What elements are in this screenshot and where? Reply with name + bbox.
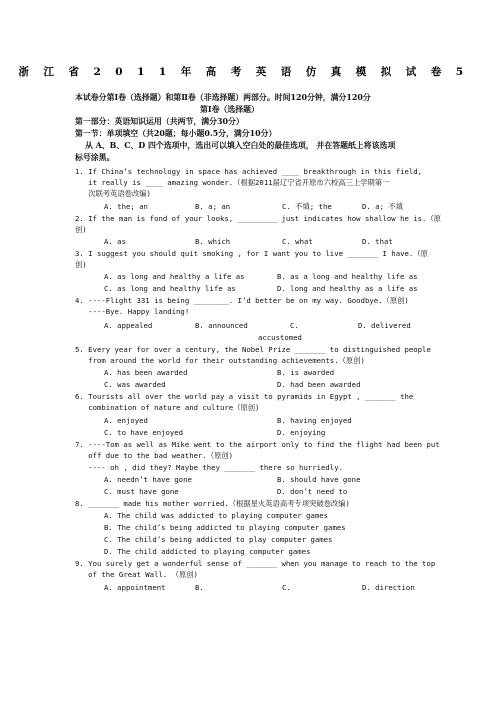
option-c: C. 不填; the [282,202,332,211]
option-b: B. The child’s being addicted to playing computer games [104,523,346,532]
option-c: C. The child’s being addicted to play computer games [104,535,333,544]
option-c: C. [290,321,299,330]
question-line: 3. I suggest you should quit smoking , for I want you to live _______ I have.（原 [75,249,428,258]
option-b: B. which [195,237,231,246]
question-line: ----Bye. Happy landing! [75,307,190,316]
option-a: A. the; an [104,202,148,211]
question-line: it really is ____ amazing wonder.（根据2011届辽宁省开原市六校高三上学期第一 [75,178,390,187]
option-d: D. that [362,237,393,246]
option-a: A. appealed [104,321,153,330]
option-a: A. as long and healthy a life as [104,272,245,281]
option-d: D. a; 不填 [362,202,403,211]
option-b: B. a; an [195,202,231,211]
option-a: A. needn’t have gone [104,475,192,484]
option-d: D. don’t need to [277,487,348,496]
question-line: 次联考英语卷改编) [75,189,151,198]
question-line: from around the world for their outstanding achievements.（原创) [75,356,365,365]
option-b: B. having enjoyed [277,416,352,425]
option-c: C. must have gone [104,487,179,496]
option-b: B. is awarded [277,368,335,377]
option-c: C. as long and healthy life as [104,284,236,293]
question-line: 8. _______ made his mother worried.（根据星火英语高考专项突破卷改编) [75,499,350,508]
option-b: B. should have gone [277,475,361,484]
option-b: B. announced [195,321,248,330]
question-line: combination of nature and culture（原创) [75,403,260,412]
option-a: A. has been awarded [104,368,188,377]
intro-line-1: 本试卷分第Ⅰ卷（选择题）和第Ⅱ卷（非选择题）两部分。时间120分钟，满分120分 [75,93,371,102]
question-line: of the Great Wall. （原创) [75,570,198,579]
question-line: ---- oh , did they? Maybe they _______ there so hurriedly. [75,463,343,472]
option-d: D. long and healthy as a life as [277,284,418,293]
option-b: B. as a long and healthy life as [277,272,418,281]
question-line: 创) [75,260,87,269]
option-d: D. had been awarded [277,380,361,389]
option-c: C. what [282,237,313,246]
option-d: D. enjoying [277,428,326,437]
question-line: 6. Tourists all over the world pay a visit to pyramids in Egypt , _______ the [75,392,414,401]
option-c: C. to have enjoyed [104,428,184,437]
question-line: 7. ----Tom as well as Mike went to the airport only to find the flight had been put [75,440,440,449]
intro-line-2: 第Ⅰ卷（选择题） [200,105,259,114]
intro-line-6: 标号涂黑。 [75,153,115,162]
option-a: A. The child was addicted to playing computer games [104,511,329,520]
intro-line-5: 从 A、B、C、D 四个选项中，选出可以填入空白处的最佳选项， 并在答题纸上将该选项 [85,141,396,150]
question-line: 4. ----Flight 331 is being ________. I’d better be on my way. Goodbye.（原创) [75,296,409,305]
option-b: B. [195,583,204,592]
option-a: A. as [104,237,126,246]
question-line: 9. You surely get a wonderful sense of _______ when you manage to reach to the top [75,559,436,568]
question-line: 5. Every year for over a century, the Nobel Prize _______ to distinguished people [75,345,431,354]
intro-line-3: 第一部分：英语知识运用（共两节，满分30分） [75,117,244,126]
question-line: 1. If China’s technology in space has achieved ____ breakthrough in this field, [75,167,423,176]
option-c-continued: accustomed [258,333,302,342]
option-d: D. The child addicted to playing computer games [104,547,311,556]
question-line: 创) [75,225,87,234]
question-line: off due to the bad weather.（原创) [75,451,234,460]
option-d: D. delivered [358,321,411,330]
page-title: 浙江省2011年高考英语仿真模拟试卷5 [18,66,478,78]
option-a: A. appointment [104,583,166,592]
option-c: C. was awarded [104,380,166,389]
option-a: A. enjoyed [104,416,148,425]
question-line: 2. If the man is fond of your looks, _________ just indicates how shallow he is.（原 [75,214,442,223]
option-c: C. [282,583,291,592]
intro-line-4: 第一节：单项填空（共20题；每小题0.5分，满分10分） [75,129,277,138]
option-d: D. direction [362,583,415,592]
